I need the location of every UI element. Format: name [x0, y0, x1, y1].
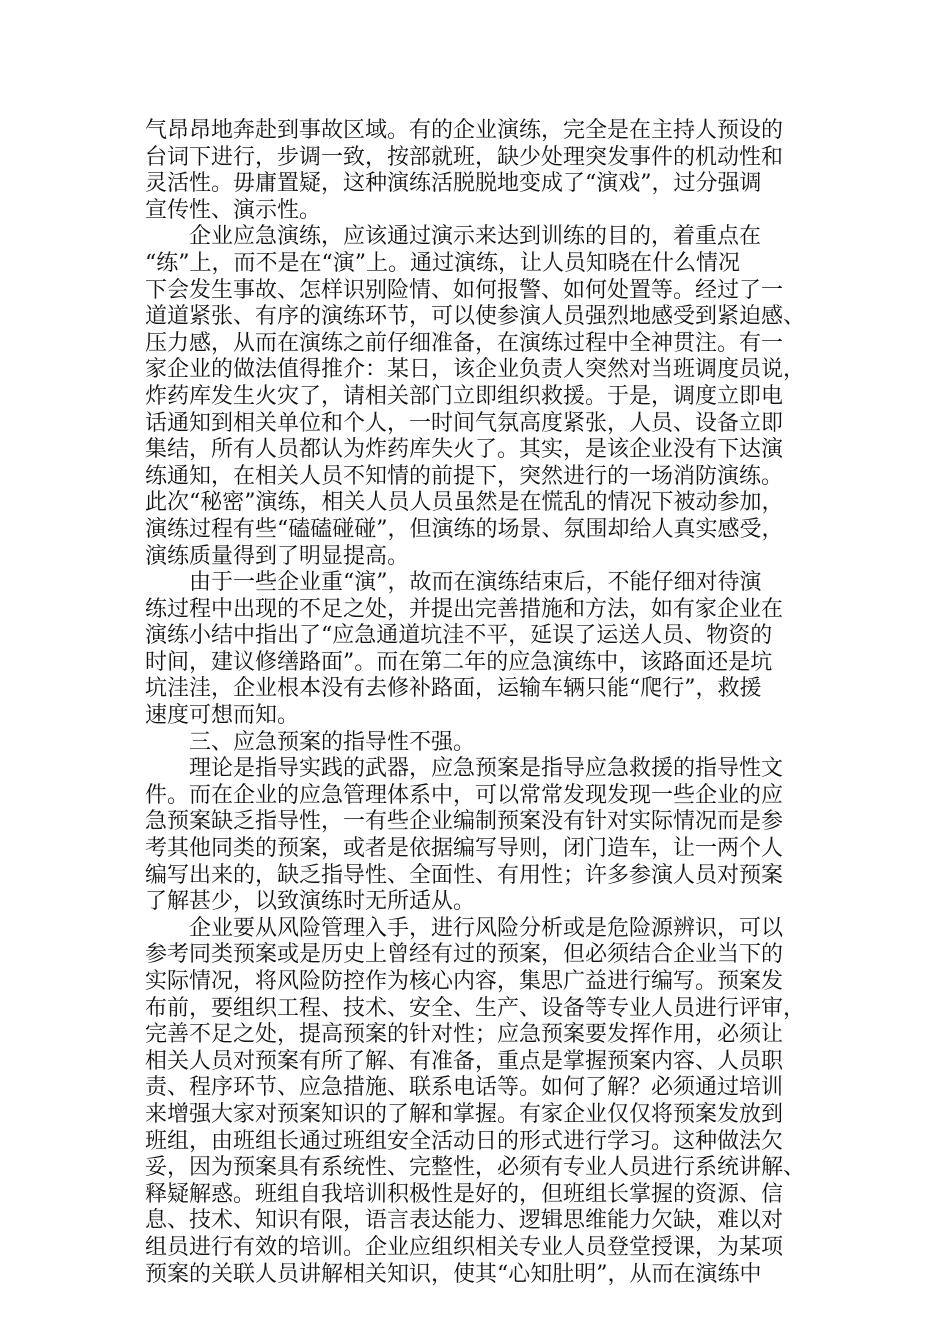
text-line: 班组，由班组长通过班组安全活动日的形式进行学习。这种做法欠: [145, 1128, 784, 1154]
text-line: 参考同类预案或是历史上曾经有过的预案，但必须结合企业当下的: [145, 942, 784, 968]
text-line: 此次“秘密”演练，相关人员人员虽然是在慌乱的情况下被动参加，: [145, 490, 784, 516]
text-line: 释疑解惑。班组自我培训积极性是好的，但班组长掌握的资源、信: [145, 1181, 784, 1207]
text-line: 坑洼洼，企业根本没有去修补路面，运输车辆只能“爬行”，救援: [145, 676, 762, 702]
text-line: 灵活性。毋庸置疑，这种演练活脱脱地变成了“演戏”，过分强调: [145, 171, 762, 197]
text-line: 由于一些企业重“演”，故而在演练结束后，不能仔细对待演: [189, 570, 762, 596]
text-line: 炸药库发生火灾了，请相关部门立即组织救援。于是，调度立即电: [145, 383, 784, 409]
text-line: 相关人员对预案有所了解、有准备，重点是掌握预案内容、人员职: [145, 1048, 784, 1074]
text-line: 家企业的做法值得推介：某日，该企业负责人突然对当班调度员说，: [145, 357, 806, 383]
text-line: 急预案缺乏指导性，一有些企业编制预案没有针对实际情况而是参: [145, 809, 784, 835]
text-line: 组员进行有效的培训。企业应组织相关专业人员登堂授课，为某项: [145, 1234, 784, 1260]
text-line: 演练过程有些“磕磕碰碰”，但演练的场景、氛围却给人真实感受，: [145, 516, 784, 542]
text-line: “练”上，而不是在“演”上。通过演练，让人员知晓在什么情况: [145, 250, 740, 276]
text-line: 理论是指导实践的武器，应急预案是指导应急救援的指导性文: [189, 756, 784, 782]
text-line: 息、技术、知识有限，语言表达能力、逻辑思维能力欠缺，难以对: [145, 1208, 784, 1234]
text-line: 集结，所有人员都认为炸药库失火了。其实，是该企业没有下达演: [145, 437, 784, 463]
text-line: 完善不足之处，提高预案的针对性；应急预案要发挥作用，必须让: [145, 1022, 784, 1048]
text-line: 道道紧张、有序的演练环节，可以使参演人员强烈地感受到紧迫感、: [145, 304, 806, 330]
text-line: 话通知到相关单位和个人，一时间气氛高度紧张，人员、设备立即: [145, 410, 784, 436]
text-line: 企业应急演练，应该通过演示来达到训练的目的，着重点在: [189, 224, 762, 250]
document-page: [145, 118, 805, 1288]
text-line: 布前，要组织工程、技术、安全、生产、设备等专业人员进行评审，: [145, 995, 806, 1021]
text-line: 三、应急预案的指导性不强。: [189, 729, 476, 755]
text-line: 宣传性、演示性。: [145, 197, 322, 223]
text-line: 练通知，在相关人员不知情的前提下，突然进行的一场消防演练。: [145, 463, 784, 489]
text-line: 压力感，从而在演练之前仔细准备，在演练过程中全神贯注。有一: [145, 330, 784, 356]
text-line: 责、程序环节、应急措施、联系电话等。如何了解？必须通过培训: [145, 1075, 784, 1101]
text-line: 预案的关联人员讲解相关知识，使其“心知肚明”，从而在演练中: [145, 1261, 762, 1287]
text-line: 编写出来的，缺乏指导性、全面性、有用性；许多参演人员对预案: [145, 862, 784, 888]
text-line: 件。而在企业的应急管理体系中，可以常常发现发现一些企业的应: [145, 782, 784, 808]
text-line: 来增强大家对预案知识的了解和掌握。有家企业仅仅将预案发放到: [145, 1101, 784, 1127]
text-line: 气昂昂地奔赴到事故区域。有的企业演练，完全是在主持人预设的: [145, 118, 784, 143]
text-line: 考其他同类的预案，或者是依据编写导则，闭门造车，让一两个人: [145, 836, 784, 862]
text-line: 下会发生事故、怎样识别险情、如何报警、如何处置等。经过了一: [145, 277, 784, 303]
text-line: 了解甚少，以致演练时无所适从。: [145, 889, 476, 915]
text-line: 台词下进行，步调一致，按部就班，缺少处理突发事件的机动性和: [145, 144, 784, 170]
text-line: 时间，建议修缮路面”。而在第二年的应急演练中，该路面还是坑: [145, 649, 773, 675]
text-line: 演练小结中指出了“应急通道坑洼不平，延误了运送人员、物资的: [145, 623, 773, 649]
text-line: 速度可想而知。: [145, 703, 300, 729]
text-line: 演练质量得到了明显提高。: [145, 543, 410, 569]
text-line: 企业要从风险管理入手，进行风险分析或是危险源辨识，可以: [189, 915, 784, 941]
text-line: 实际情况，将风险防控作为核心内容，集思广益进行编写。预案发: [145, 969, 784, 994]
text-line: 练过程中出现的不足之处，并提出完善措施和方法，如有家企业在: [145, 596, 784, 622]
text-line: 妥，因为预案具有系统性、完整性，必须有专业人员进行系统讲解、: [145, 1155, 806, 1181]
